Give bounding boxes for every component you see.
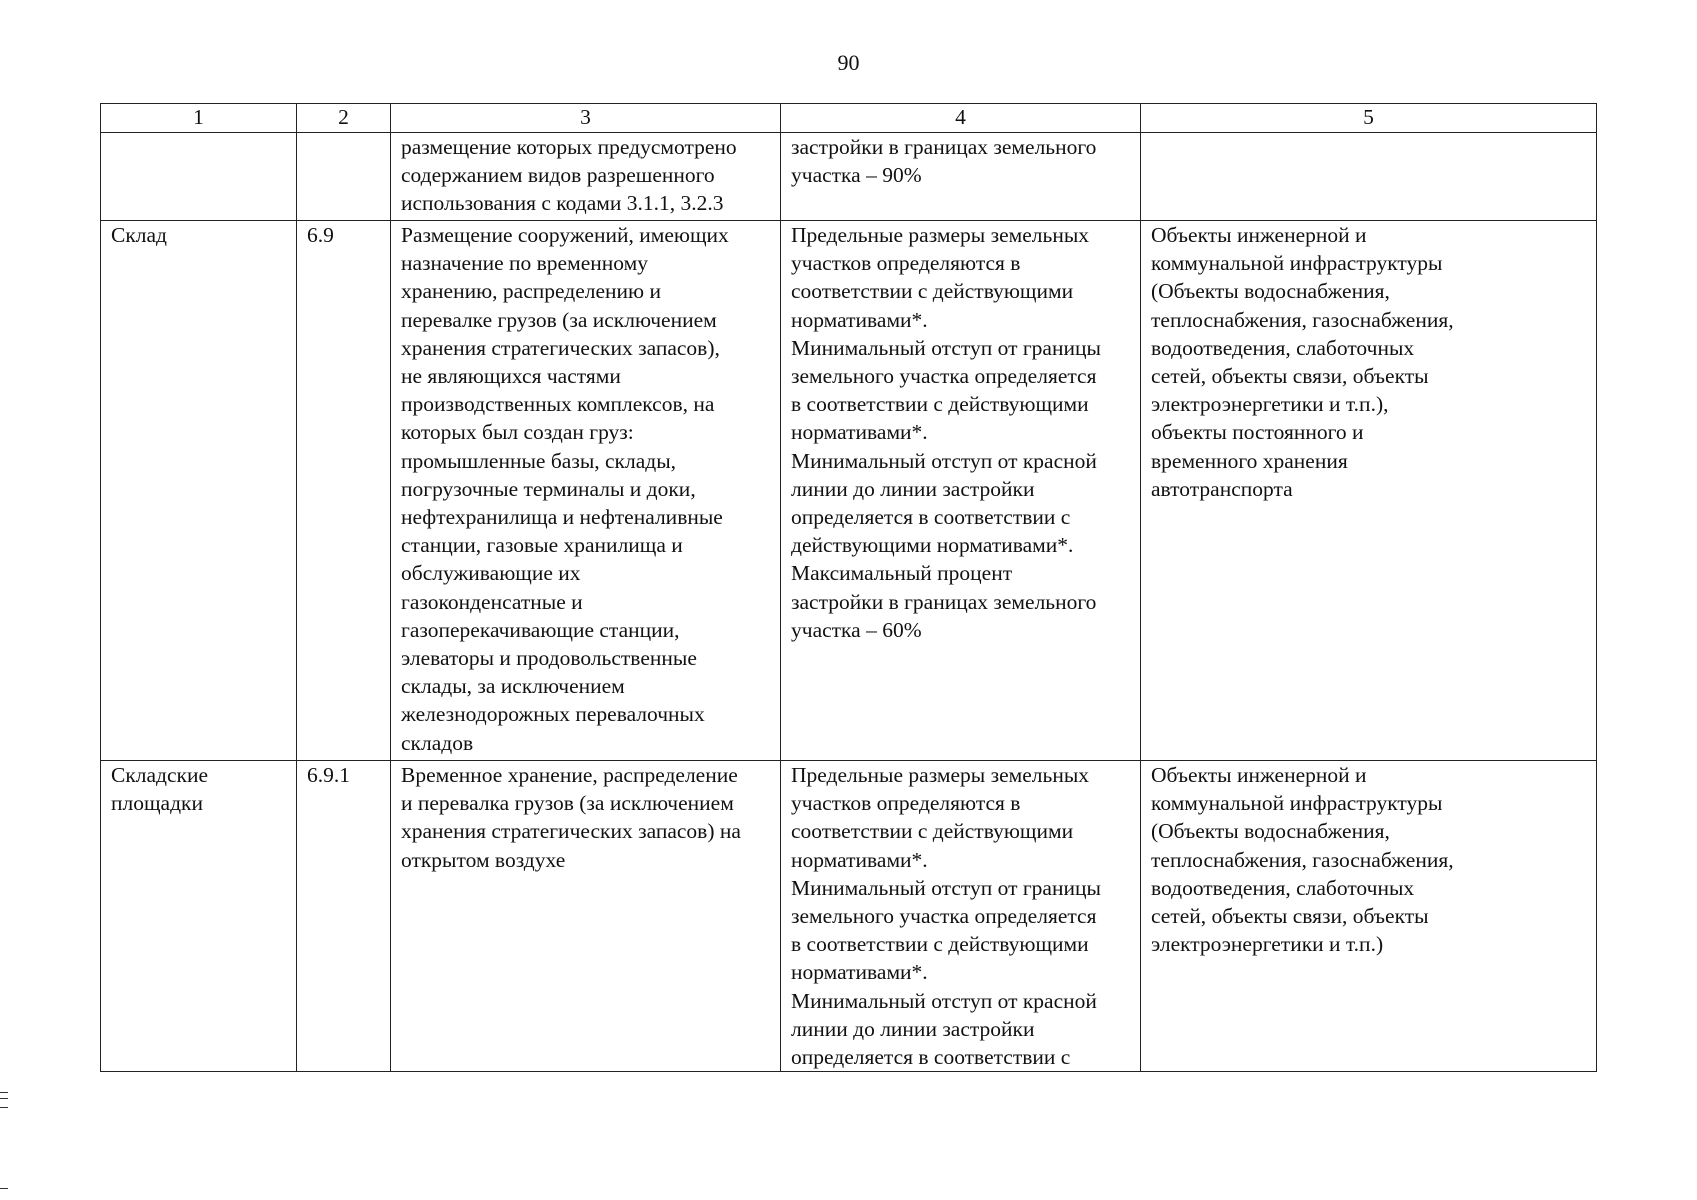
use-code-cell: 6.9.1: [297, 761, 391, 1072]
scan-margin-mark: [0, 1092, 8, 1108]
scan-margin-mark: [0, 1188, 8, 1189]
parameters-cell: застройки в границах земельного участка – 90%: [781, 133, 1141, 221]
table-row: [101, 761, 1597, 1072]
header-cell-5: 5: [1141, 104, 1597, 133]
use-code-cell: 6.9: [297, 221, 391, 761]
use-description-cell: Размещение сооружений, имеющих назначение по временному хранению, распределению и перевалке грузов (за исключением хранения стратегических запасов), не являющихся частями производственных комплексов, на которых был создан груз: промышленные базы, склады, погрузочные терминалы и доки, нефтехранилища и нефтеналивные станции, газовые хранилища и обслуживающие их газоконденсатные и газоперекачивающие станции, элеваторы и продовольственные склады, за исключением железнодорожных перевалочных складов: [391, 221, 781, 761]
use-description-cell: размещение которых предусмотрено содержанием видов разрешенного использования с кодами 3.1.1, 3.2.3: [391, 133, 781, 221]
header-cell-2: 2: [297, 104, 391, 133]
page-number: 90: [837, 50, 860, 75]
table-row: [101, 133, 1597, 221]
table-header-row: [101, 104, 1597, 133]
use-description-cell: Временное хранение, распределение и перевалка грузов (за исключением хранения стратегических запасов) на открытом воздухе: [391, 761, 781, 1072]
auxiliary-uses-cell: Объекты инженерной и коммунальной инфраструктуры (Объекты водоснабжения, теплоснабжения, газоснабжения, водоотведения, слаботочных сетей, объекты связи, объекты электроэнергетики и т.п.), объекты постоянного и временного хранения автотранспорта: [1141, 221, 1597, 761]
parameters-cell: Предельные размеры земельных участков определяются в соответствии с действующими нормативами*. Минимальный отступ от границы земельного участка определяется в соответствии с действующими нормативами*. Минимальный отступ от красной линии до линии застройки определяется в соответствии с: [781, 761, 1141, 1072]
land-use-table: [100, 103, 1597, 1072]
use-name-cell: Склад: [101, 221, 297, 761]
use-name-cell: [101, 133, 297, 221]
header-cell-4: 4: [781, 104, 1141, 133]
auxiliary-uses-cell: [1141, 133, 1597, 221]
header-cell-3: 3: [391, 104, 781, 133]
table-row: [101, 221, 1597, 761]
header-cell-1: 1: [101, 104, 297, 133]
auxiliary-uses-cell: Объекты инженерной и коммунальной инфраструктуры (Объекты водоснабжения, теплоснабжения, газоснабжения, водоотведения, слаботочных сетей, объекты связи, объекты электроэнергетики и т.п.): [1141, 761, 1597, 1072]
use-code-cell: [297, 133, 391, 221]
use-name-cell: Складские площадки: [101, 761, 297, 1072]
parameters-cell: Предельные размеры земельных участков определяются в соответствии с действующими нормативами*. Минимальный отступ от границы земельного участка определяется в соответствии с действующими нормативами*. Минимальный отступ от красной линии до линии застройки определяется в соответствии с действующими нормативами*. Максимальный процент застройки в границах земельного участка – 60%: [781, 221, 1141, 761]
